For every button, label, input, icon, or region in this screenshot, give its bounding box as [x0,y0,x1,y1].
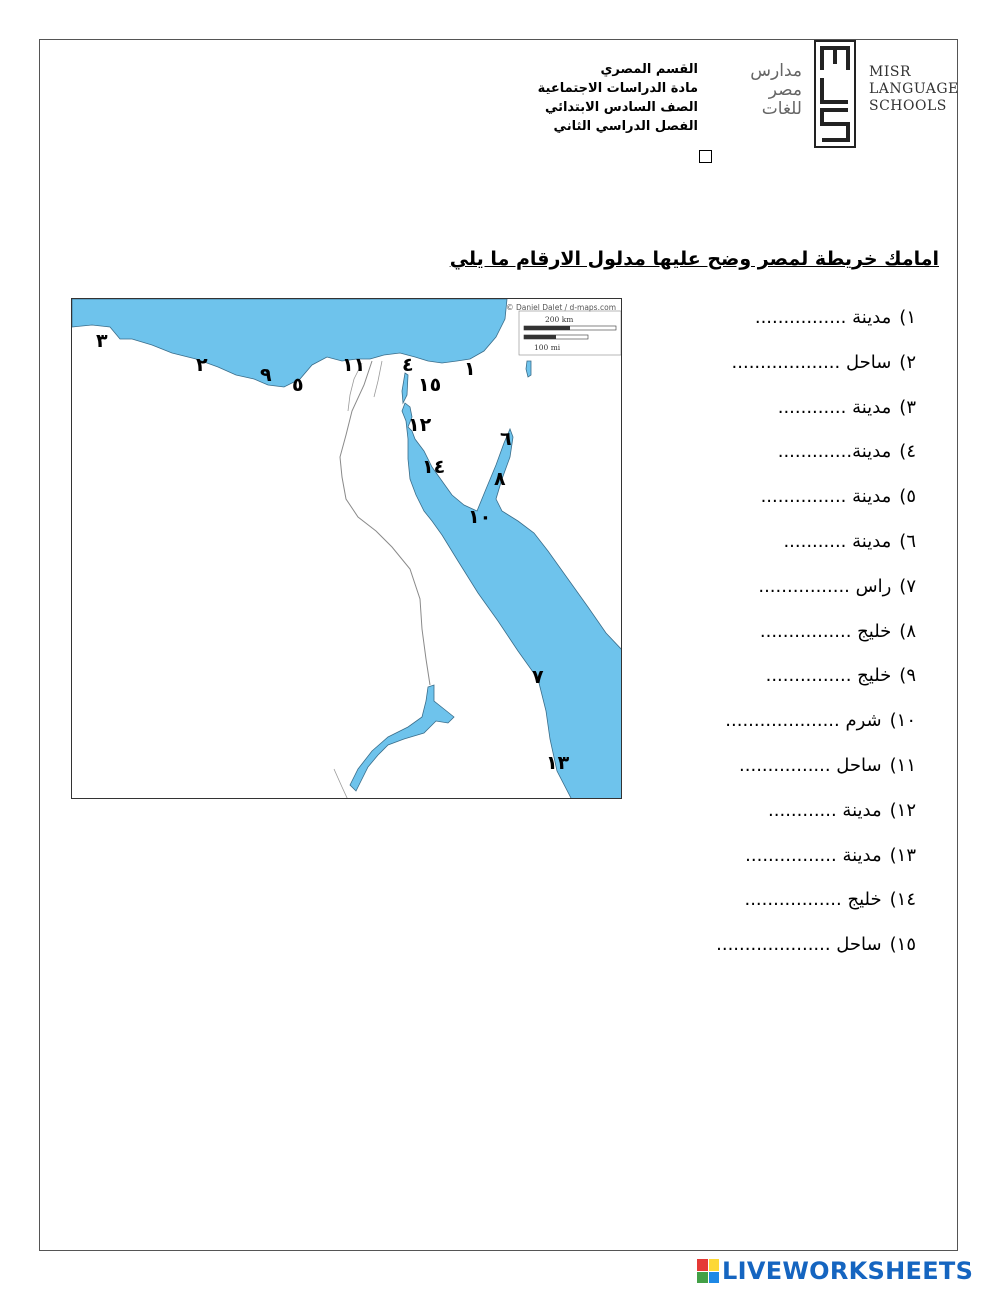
list-item[interactable]: ١٠) شرم .................... [725,710,916,732]
header-line-term: الفصل الدراسي الثاني [553,119,698,134]
map-label-13: ١٣ [546,752,570,774]
liveworksheets-brand: LIVEWORKSHEETS [722,1257,974,1285]
map-label-5: ٥ [292,374,304,396]
map-credit: © Daniel Dalet / d-maps.com [506,303,616,312]
logo-english-line1: MISR [869,64,911,80]
lake-nasser [350,685,454,791]
map-label-2: ٢ [196,354,208,376]
school-logo-english [869,64,959,115]
checkbox[interactable] [699,150,712,163]
nile-river [340,361,430,685]
list-item[interactable]: ١١) ساحل ................ [739,754,916,776]
logo-arabic-line1: مدارس [750,61,802,81]
school-logo-mark [814,40,856,148]
header-line-department: القسم المصري [600,62,698,77]
logo-arabic-line2: مصر [768,80,802,100]
logo-arabic-line3: للغات [761,99,802,118]
list-item[interactable]: ٥) مدينة ............... [760,486,916,508]
list-item[interactable]: ١) مدينة ................ [754,307,916,328]
map-label-3: ٣ [96,330,108,352]
map-label-15: ١٥ [418,374,442,396]
map-label-6: ٦ [500,428,512,450]
mediterranean-sea [72,299,507,387]
map-label-14: ١٤ [422,456,446,478]
liveworksheets-footer [697,1257,973,1285]
logo-english-line3: SCHOOLS [869,98,947,114]
list-item[interactable]: ١٥) ساحل .................... [716,934,916,956]
list-item[interactable]: ٦) مدينة ........... [783,530,916,552]
list-item[interactable]: ٢) ساحل ................... [731,351,916,373]
map-label-10: ١٠ [468,506,492,528]
scale-km: 200 km [545,315,574,324]
answer-list [676,304,916,976]
school-logo-arabic [728,58,804,118]
list-item[interactable]: ١٤) خليج ................. [744,889,916,911]
header-info [438,60,698,136]
header-line-subject: مادة الدراسات الاجتماعية [537,81,698,96]
map-label-9: ٩ [260,364,272,386]
list-item[interactable]: ٣) مدينة ............ [777,396,916,418]
map-label-12: ١٢ [408,414,432,436]
instruction-title: امامك خريطة لمصر وضح عليها مدلول الارقام ما يلي [449,248,939,270]
list-item[interactable]: ٧) راس ................ [758,575,916,597]
list-item[interactable]: ٤) مدينة............. [777,441,916,463]
header-line-grade: الصف السادس الابتدائي [544,100,698,115]
list-item[interactable]: ١٣) مدينة ................ [745,844,916,866]
map-label-1: ١ [464,358,476,380]
scale-mi: 100 mi [534,343,561,352]
egypt-map [71,298,622,799]
map-svg [72,299,622,799]
liveworksheets-logo-icon [697,1259,719,1283]
logo-english-line2: LANGUAGE [869,81,959,97]
map-label-7: ٧ [532,666,544,688]
map-label-4: ٤ [402,354,414,376]
list-item[interactable]: ١٢) مدينة ............ [768,799,916,821]
list-item[interactable]: ٩) خليج ............... [765,665,916,687]
list-item[interactable]: ٨) خليج ................ [759,620,916,642]
map-label-8: ٨ [494,468,506,490]
map-label-11: ١١ [342,354,366,376]
